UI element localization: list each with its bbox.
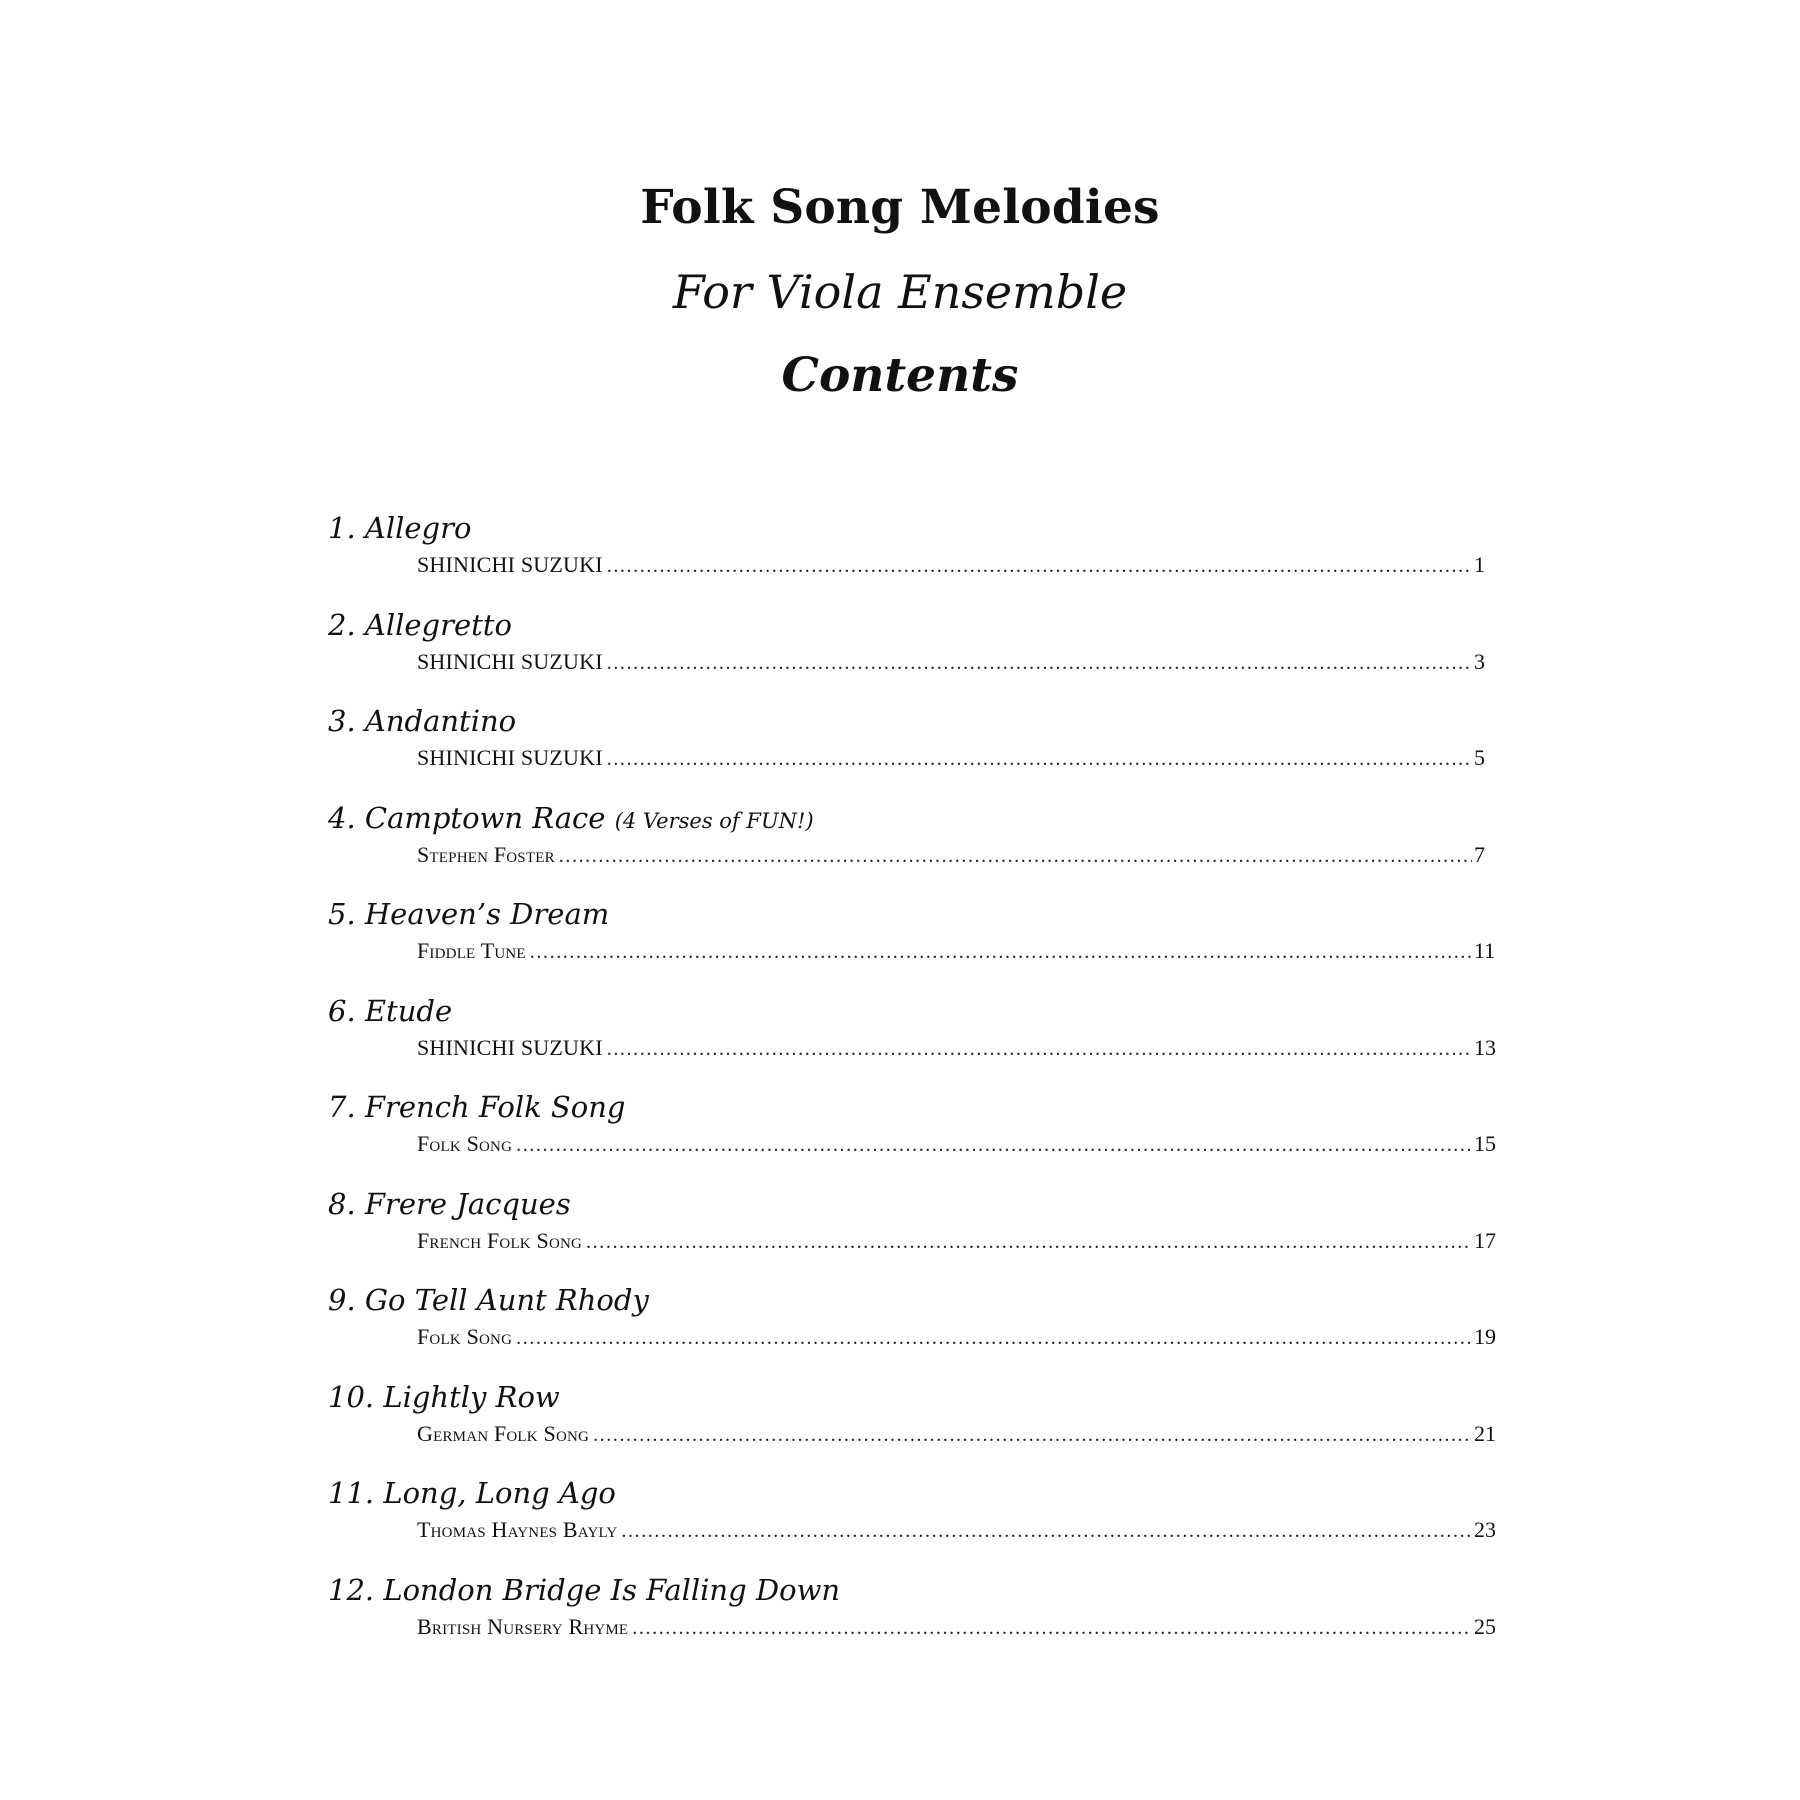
- dot-leader: [586, 1225, 1472, 1259]
- entry-title-text: 12. London Bridge Is Falling Down: [328, 1572, 841, 1607]
- entry-title: [328, 508, 1488, 548]
- entry-title-text: 6. Etude: [328, 993, 453, 1028]
- toc-entry: [328, 701, 1488, 798]
- entry-line: [417, 838, 1488, 872]
- entry-composer: Folk Song: [417, 1324, 513, 1349]
- document-title: Folk Song Melodies: [640, 180, 1160, 235]
- entry-page-number: 25: [1474, 1613, 1496, 1639]
- entry-composer: SHINICHI SUZUKI: [417, 745, 603, 770]
- entry-page-number: 3: [1474, 648, 1485, 674]
- toc-entry: [328, 1087, 1496, 1184]
- entry-line: [417, 548, 1488, 582]
- dot-leader: [559, 839, 1472, 873]
- entry-title-text: 5. Heaven’s Dream: [328, 897, 610, 931]
- toc-entry: [328, 508, 1488, 605]
- entry-title: [328, 1087, 1488, 1127]
- dot-leader: [607, 742, 1472, 776]
- dot-leader: [607, 646, 1472, 680]
- document-subtitle: For Viola Ensemble: [672, 265, 1128, 319]
- entry-page-number: 5: [1474, 745, 1485, 770]
- dot-leader: [593, 1418, 1472, 1452]
- entry-title: [328, 1570, 1488, 1610]
- toc-entry: [328, 894, 1496, 991]
- entry-composer: Fiddle Tune: [417, 938, 526, 963]
- entry-composer: British Nursery Rhyme: [417, 1613, 629, 1639]
- entry-page-number: 17: [1474, 1227, 1496, 1253]
- entry-page-number: 19: [1474, 1324, 1496, 1349]
- entry-title: [328, 1184, 1488, 1224]
- entry-title: [328, 798, 1488, 838]
- entry-line: [417, 1417, 1496, 1451]
- entry-composer: SHINICHI SUZUKI: [417, 552, 603, 577]
- entry-title-text: 7. French Folk Song: [328, 1090, 626, 1124]
- entry-page-number: 15: [1474, 1131, 1496, 1156]
- entry-page-number: 13: [1474, 1034, 1496, 1060]
- entry-title-text: 1. Allegro: [328, 511, 472, 545]
- entry-title-text: 2. Allegretto: [328, 607, 512, 642]
- dot-leader: [632, 1611, 1472, 1645]
- entry-note: (4 Verses of FUN!): [614, 808, 814, 833]
- toc-entry: [328, 991, 1496, 1088]
- entry-line: [417, 1610, 1496, 1644]
- entry-composer: French Folk Song: [417, 1227, 583, 1253]
- dot-leader: [516, 1128, 1472, 1162]
- contents-heading: Contents: [781, 348, 1019, 403]
- dot-leader: [621, 1514, 1472, 1548]
- entry-title: [328, 605, 1488, 645]
- entry-title-text: 8. Frere Jacques: [328, 1186, 571, 1221]
- toc-entry: [328, 1377, 1496, 1474]
- toc-entry: [328, 798, 1488, 895]
- toc-entry: [328, 605, 1488, 702]
- entry-page-number: 7: [1474, 841, 1485, 867]
- entry-line: [417, 741, 1488, 775]
- entry-composer: Stephen Foster: [417, 841, 555, 867]
- entry-line: [417, 1513, 1496, 1547]
- entry-page-number: 1: [1474, 552, 1485, 577]
- entry-title-text: 11. Long, Long Ago: [328, 1476, 616, 1510]
- entry-composer: SHINICHI SUZUKI: [417, 1034, 603, 1060]
- entry-page-number: 23: [1474, 1517, 1496, 1542]
- entry-title-text: 9. Go Tell Aunt Rhody: [328, 1283, 649, 1317]
- table-of-contents: [328, 508, 1496, 1666]
- entry-composer: Thomas Haynes Bayly: [417, 1517, 618, 1542]
- entry-title: [328, 1377, 1488, 1417]
- entry-composer: SHINICHI SUZUKI: [417, 648, 603, 674]
- entry-line: [417, 1031, 1496, 1065]
- entry-line: [417, 1127, 1496, 1161]
- toc-entry: [328, 1570, 1496, 1667]
- entry-title: [328, 1473, 1488, 1513]
- entry-title: [328, 1280, 1488, 1320]
- dot-leader: [607, 1032, 1472, 1066]
- entry-page-number: 21: [1474, 1420, 1496, 1446]
- dot-leader: [516, 1321, 1472, 1355]
- entry-line: [417, 1224, 1496, 1258]
- entry-title: [328, 701, 1488, 741]
- entry-line: [417, 1320, 1496, 1354]
- entry-title: [328, 991, 1488, 1031]
- entry-line: [417, 645, 1488, 679]
- entry-title-text: 10. Lightly Row: [328, 1379, 560, 1414]
- entry-title-text: 4. Camptown Race: [328, 800, 606, 835]
- toc-entry: [328, 1473, 1496, 1570]
- toc-entry: [328, 1184, 1496, 1281]
- entry-page-number: 11: [1474, 938, 1496, 963]
- entry-composer: Folk Song: [417, 1131, 513, 1156]
- entry-line: [417, 934, 1496, 968]
- dot-leader: [607, 549, 1472, 583]
- dot-leader: [530, 935, 1472, 969]
- toc-entry: [328, 1280, 1496, 1377]
- entry-composer: German Folk Song: [417, 1420, 590, 1446]
- entry-title: [328, 894, 1488, 934]
- entry-title-text: 3. Andantino: [328, 704, 517, 738]
